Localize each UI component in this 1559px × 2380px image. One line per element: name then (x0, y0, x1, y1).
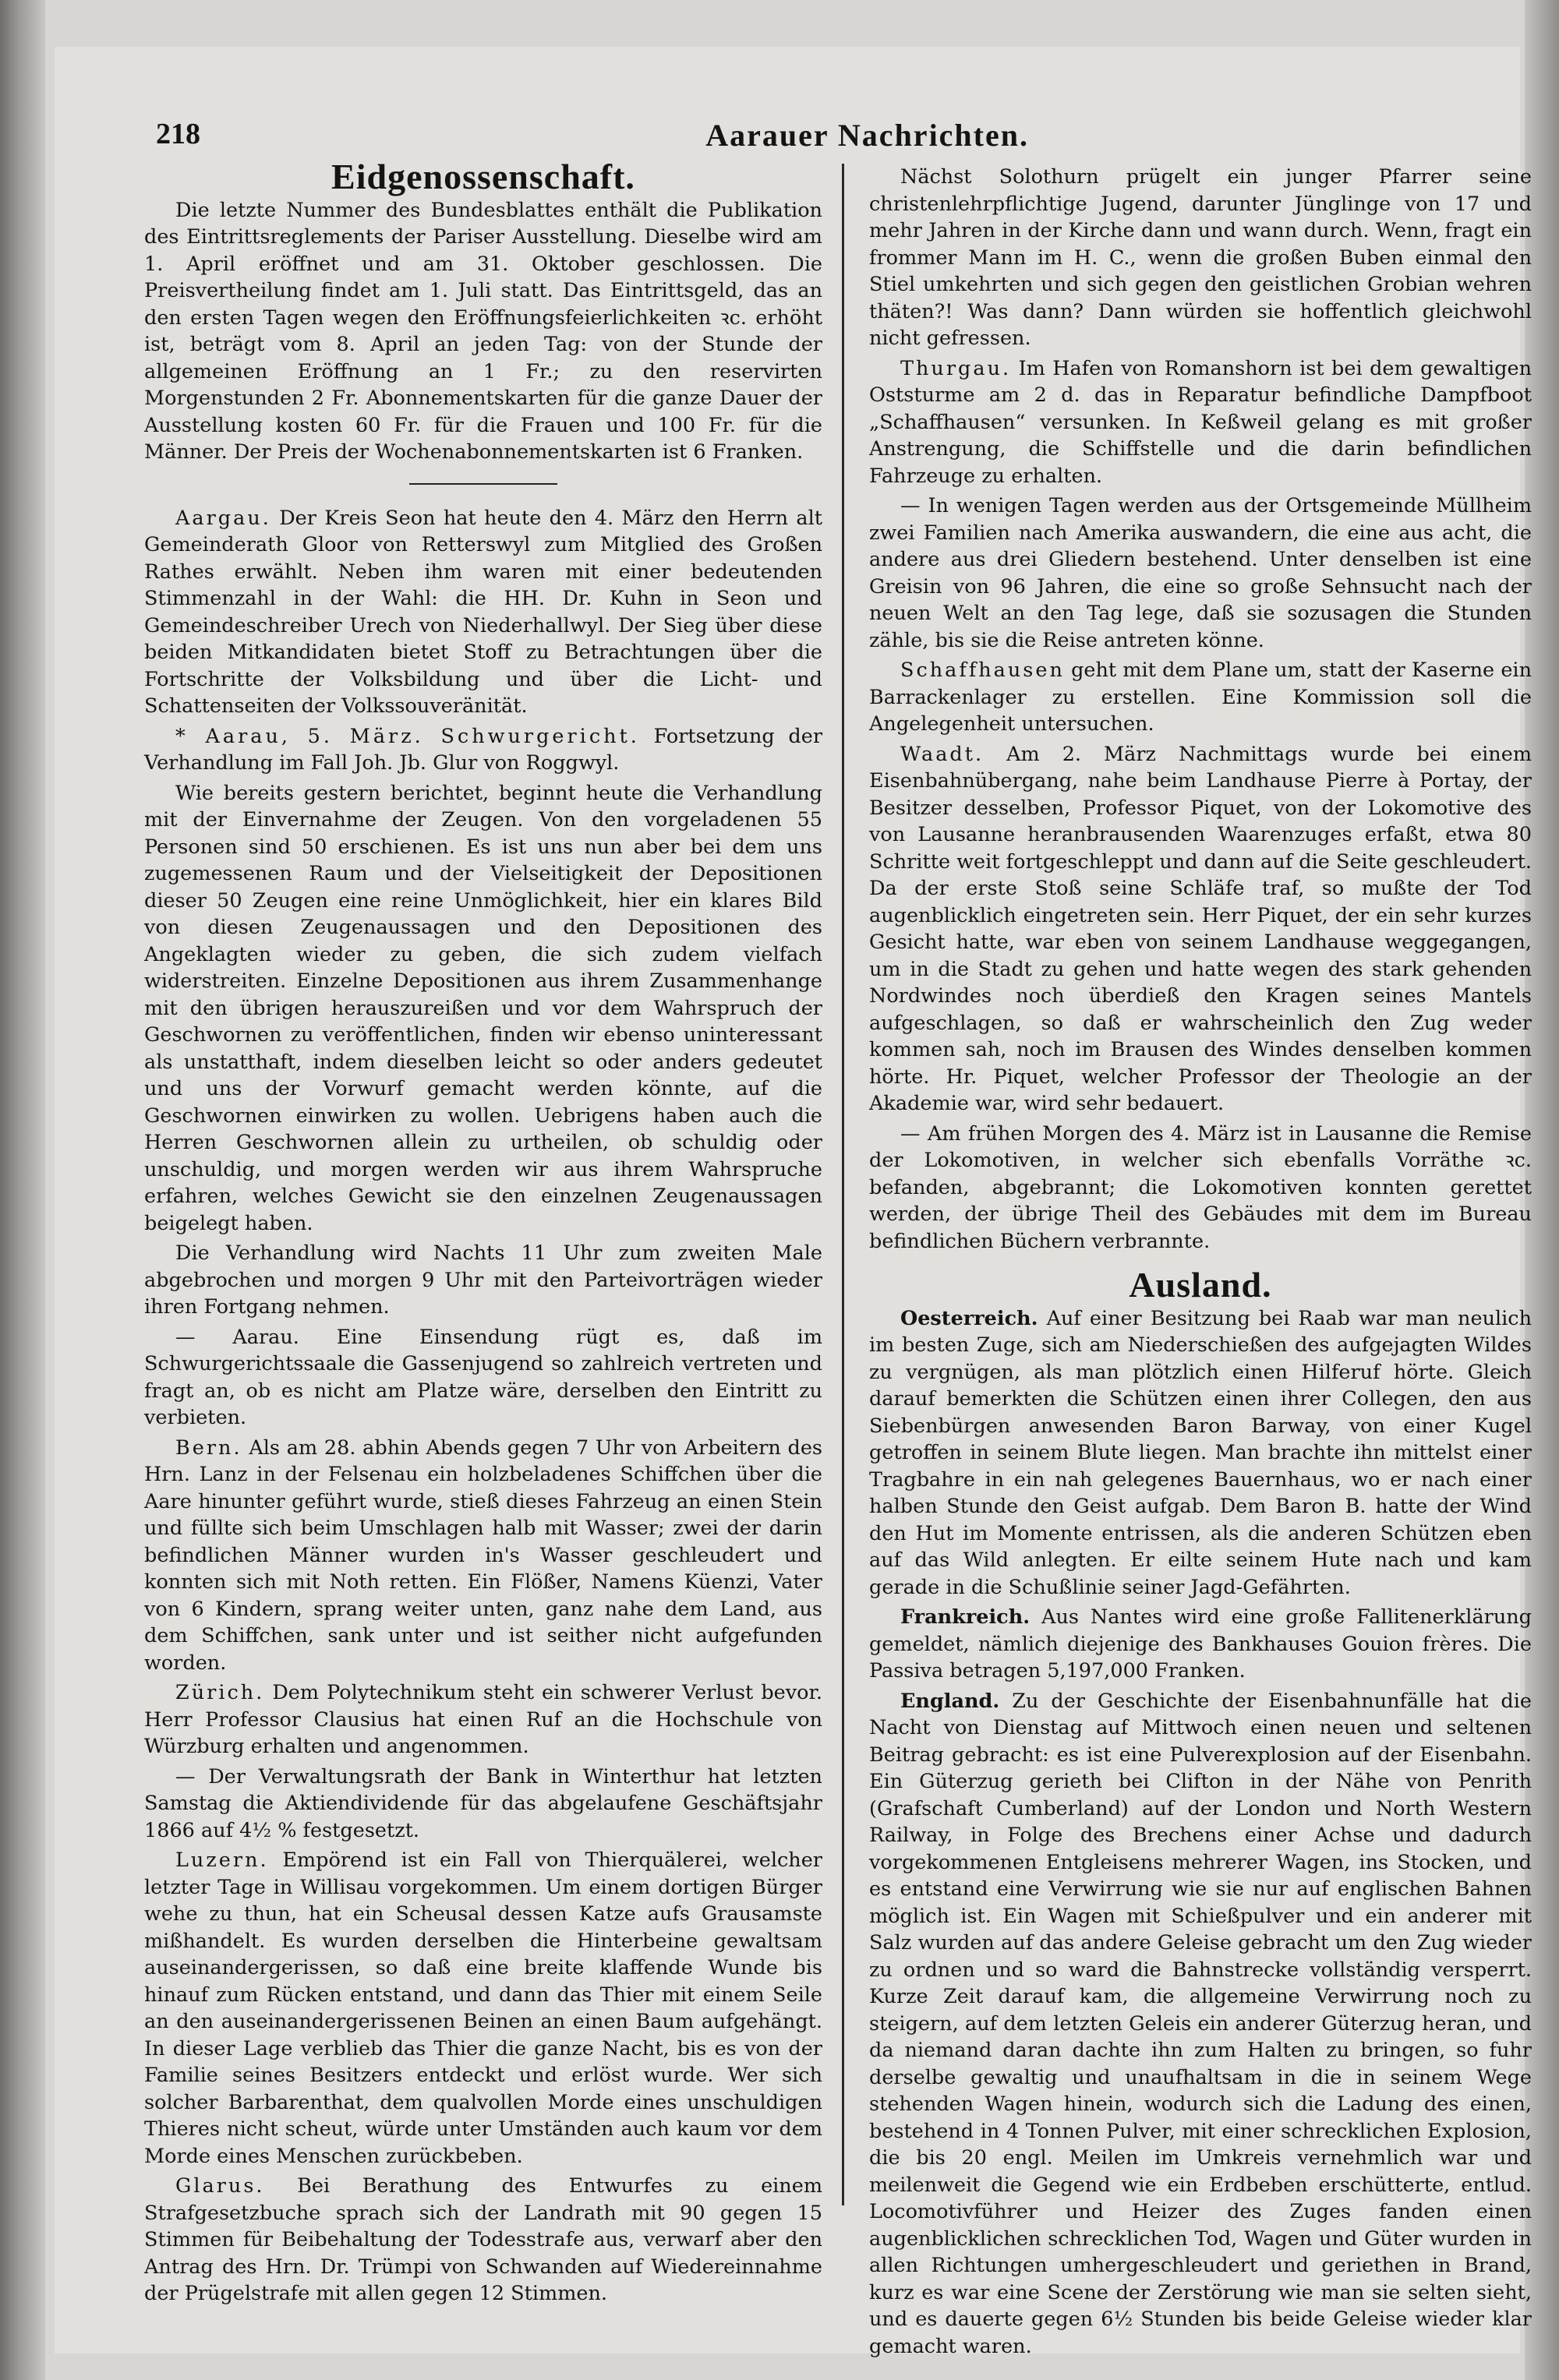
article-england (869, 1688, 1532, 2361)
article-paragraph: Die letzte Nummer des Bundesblattes enthält die Publikation des Eintrittsreglements der Pariser Ausstellung. Dieselbe wird am 1. April eröffnet und am 31. Oktober geschlossen. Die Preisvertheilung findet am 1. Juli statt. Das Eintrittsgeld, das an den ersten Tagen wegen den Eröffnungsfeierlichkeiten ꝛc. erhöht ist, beträgt vom 8. April an jeden Tag: von der Stunde der allgemeinen Eröffnung an 1 Fr.; zu den reservirten Morgenstunden 2 Fr. Abonnementskarten für die ganze Dauer der Ausstellung kosten 60 Fr. für die Frauen und 100 Fr. für die Männer. Der Preis der Wochenabonnementskarten ist 6 Franken. (144, 198, 822, 464)
country-name: Oesterreich. (900, 1306, 1038, 1330)
country-name: England. (900, 1689, 1000, 1713)
article-text: Am 2. März Nachmittags wurde bei einem Eisenbahnübergang, nahe beim Landhause Pierre à Portay, der Besitzer desselben, Professor Piquet, von der Lokomotive des von Lausanne heranbrausenden Waarenzuges erfaßt, etwa 80 Schritte weit fortgeschleppt und dann auf die Seite geschleudert. Da der erste Stoß seine Schläfe traf, so mußte der Tod augenblicklich eingetreten sein. Herr Piquet, der ein sehr kurzes Gesicht hatte, war eben von seinem Landhause weggegangen, um in die Stadt zu gehen und hatte wegen des stark gehenden Nordwindes noch überdieß den Kragen seines Mantels aufgeschlagen, so daß er wahrscheinlich den Zug weder kommen sah, noch im Brausen des Windes denselben kommen hörte. Hr. Piquet, welcher Professor der Theologie an der Akademie war, wird sehr bedauert. (869, 742, 1532, 1115)
right-column (869, 164, 1532, 2363)
article-text: Dem Polytechnikum steht ein schwerer Verlust bevor. Herr Professor Clausius hat einen Ruf an die Hochschule von Würzburg erhalten und angenommen. (144, 1681, 822, 1758)
article-glarus (144, 2173, 822, 2308)
article-luzern (144, 1847, 822, 2170)
place-name: Luzern. (175, 1849, 269, 1872)
article-bern (144, 1435, 822, 1677)
article-text: Zu der Geschichte der Eisenbahnunfälle hat die Nacht von Dienstag auf Mittwoch einen neuen und seltenen Beitrag gebracht: es ist eine Pulverexplosion auf der Eisenbahn. Ein Güterzug gerieth bei Clifton in der Nähe von Penrith (Grafschaft Cumberland) auf der London und North Western Railway, in Folge des Brechens einer Achse und dadurch vorgekommenen Entgleisens mehrerer Wagen, ins Stocken, und es entstand eine Verwirrung wie sie nur auf englischen Bahnen möglich ist. Ein Wagen mit Schießpulver und ein anderer mit Salz wurden auf das andere Geleise gebracht um den Zug wieder zu ordnen und so ward die Bahnstrecke vollständig versperrt. Kurze Zeit darauf kam, die allgemeine Verwirrung noch zu steigern, auf dem letzten Geleis ein anderer Güterzug heran, und da niemand daran dachte ihn zum Halten zu bringen, so fuhr derselbe gewaltig und unaufhaltsam in die in seinem Wege stehenden Wagen hinein, wodurch sich die Ladung des einen, bestehend in 4 Tonnen Pulver, mit einer schrecklichen Explosion, die bis 20 engl. Meilen im Umkreis vernehmlich war und meilenweit die Gegend wie ein Erdbeben erschütterte, entlud. Locomotivführer und Heizer des Zuges fanden einen augenblicklichen schrecklichen Tod, Wagen und Güter wurden in allen Richtungen umhergeschleudert und geriethen in Brand, kurz es war eine Scene der Zerstörung wie man sie selten sieht, und es dauerte gegen 6½ Stunden bis beide Geleise wieder klar gemacht waren. (869, 1689, 1532, 2358)
section-separator (409, 483, 557, 485)
article-text: geht mit dem Plane um, statt der Kaserne ein Barrackenlager zu erstellen. Eine Kommission soll die Angelegenheit untersuchen. (869, 659, 1532, 736)
place-name: Bern. (175, 1435, 242, 1460)
left-column (144, 157, 823, 2311)
place-name: Glarus. (175, 2174, 265, 2198)
article-paragraph: Nächst Solothurn prügelt ein junger Pfarrer seine christenlehrpflichtige Jugend, darunter Jünglinge von 17 und mehr Jahren in der Kirche dann und wann durch. Wenn, fragt ein frommer Mann im H. C., wenn die großen Buben einmal den Stiel umkehrten und sich gegen den geistlichen Grobian wehren thäten?! Was dann? Dann würden sie hoffentlich gleichwohl nicht gefressen. (869, 165, 1532, 350)
article-paragraph: Wie bereits gestern berichtet, beginnt heute die Verhandlung mit der Einvernahme der Zeugen. Von den vorgeladenen 55 Personen sind 50 erschienen. Es ist uns nun aber bei dem uns zugemessenen Raum und der Vielseitigkeit der Depositionen dieser 50 Zeugen eine reine Unmöglichkeit, hier ein klares Bild von diesen Zeugenaussagen und den Depositionen des Angeklagten wieder zu geben, die sich zudem vielfach widerstreiten. Einzelne Depositionen aus ihrem Zusammenhange mit den übrigen herauszureißen und vor dem Wahrspruch der Geschwornen zu veröffentlichen, finden wir ebenso uninteressant als unstatthaft, indem dieselben leicht so oder anders gedeutet und uns der Vorwurf gemacht werden könnte, auf die Geschwornen einwirken zu wollen. Uebrigens haben auch die Herren Geschwornen allein zu urtheilen, ob schuldig oder unschuldig, und morgen werden wir aus ihrem Wahrspruche erfahren, welches Gewicht sie den einzelnen Zeugenaussagen beigelegt haben. (144, 781, 822, 1235)
scan-left-edge (0, 0, 45, 2380)
place-name: Waadt. (900, 742, 985, 766)
article-text: Bei Berathung des Entwurfes zu einem Strafgesetzbuche sprach sich der Landrath mit 90 gegen 15 Stimmen für Beibehaltung der Todesstrafe aus, verwarf aber den Antrag des Hrn. Dr. Trümpi von Schwanden auf Wiedereinnahme der Prügelstrafe mit allen gegen 12 Stimmen. (144, 2174, 823, 2305)
article-text: Im Hafen von Romanshorn ist bei dem gewaltigen Oststurme am 2 d. das in Reparatur befindliche Dampfboot „Schaffhausen“ versunken. In Keßweil gelang es mit großer Anstrengung, die Schiffstelle und die darin befindlichen Fahrzeuge zu erhalten. (869, 356, 1532, 488)
article-lead: * Aarau, 5. März. Schwurgericht. (175, 724, 640, 748)
article-zuerich (144, 1679, 822, 1760)
article-paragraph: — Am frühen Morgen des 4. März ist in Lausanne die Remise der Lokomotiven, in welcher sich ebenfalls Vorräthe ꝛc. befanden, abgebrannt; die Lokomotiven konnten gerettet werden, der übrige Theil des Gebäudes mit dem im Bureau befindlichen Büchern verbrannte. (869, 1121, 1532, 1253)
article-schwurgericht (144, 723, 822, 777)
article-text: Fortsetzung der Verhandlung im Fall Joh. Jb. Glur von Roggwyl. (144, 724, 823, 775)
article-oesterreich (869, 1305, 1532, 1601)
column-divider (842, 164, 844, 2205)
place-name: Thurgau. (900, 356, 1012, 380)
article-text: Als am 28. abhin Abends gegen 7 Uhr von Arbeitern des Hrn. Lanz in der Felsenau ein holzbeladenes Schiffchen über die Aare hinunter geführt wurde, stieß dieses Fahrzeug an einen Stein und füllte sich beim Umschlagen halb mit Wasser; zwei der darin befindlichen Männer wurden in's Wasser geschleudert und konnten sich mit Noth retten. Ein Flößer, Namens Küenzi, Vater von 6 Kindern, sprang weiter unten, ganz nahe dem Land, aus dem Schiffchen, sank unter und ist seither nicht aufgefunden worden. (144, 1435, 823, 1675)
article-schaffhausen (869, 657, 1532, 738)
place-name: Schaffhausen (900, 659, 1065, 682)
article-aargau (144, 505, 822, 720)
article-text: Aus Nantes wird eine große Fallitenerklärung gemeldet, nämlich diejenige des Bankhauses Gouion frères. Die Passiva betragen 5,197,000 Franken. (869, 1605, 1532, 1683)
article-paragraph: Die Verhandlung wird Nachts 11 Uhr zum zweiten Male abgebrochen und morgen 9 Uhr mit den Parteivorträgen wieder ihren Fortgang nehmen. (144, 1241, 822, 1319)
article-frankreich (869, 1604, 1532, 1685)
page-number: 218 (156, 118, 200, 150)
article-text: Empörend ist ein Fall von Thierquälerei, welcher letzter Tage in Willisau vorgekommen. Um einem dortigen Bürger wehe zu thun, hat ein Scheusal dessen Katze aufs Grausamste mißhandelt. Es wurden derselben die Hinterbeine gewaltsam auseinandergerissen, so daß eine breite klaffende Wunde bis hinauf zum Rücken entstand, und dann das Thier mit einem Seile an den auseinandergerissenen Beinen an einen Baum aufgehängt. In dieser Lage verblieb das Thier die ganze Nacht, bis es von der Familie seines Besitzers entdeckt und erlöst wurde. Wer sich solcher Barbarenthat, dem qualvollen Morde eines unschuldigen Thieres nicht scheut, würde unter Umständen auch kaum vor dem Morde eines Menschen zurückbeben. (144, 1849, 822, 2168)
place-name: Zürich. (175, 1681, 265, 1704)
article-text: Der Kreis Seon hat heute den 4. März den Herrn alt Gemeinderath Gloor von Retterswyl zum Mitglied des Großen Rathes erwählt. Neben ihm waren mit einer bedeutenden Stimmenzahl in der Wahl: die HH. Dr. Kuhn in Seon und Gemeindeschreiber Urech von Niederhallwyl. Der Sieg über diese beiden Mitkandidaten bietet Stoff zu Betrachtungen über die Fortschritte der Volksbildung und über die Licht- und Schattenseiten der Volkssouveränität. (144, 506, 822, 718)
article-paragraph: — In wenigen Tagen werden aus der Ortsgemeinde Müllheim zwei Familien nach Amerika auswandern, die eine aus acht, die andere aus drei Gliedern bestehend. Unter denselben ist eine Greisin von 96 Jahren, die eine so große Sehnsucht nach der neuen Welt an den Tag lege, daß sie sozusagen die Stunden zähle, bis sie die Reise antreten könne. (869, 494, 1532, 652)
section-title-eidgenossenschaft: Eidgenossenschaft. (331, 157, 635, 196)
masthead: Aarauer Nachrichten. (705, 118, 1029, 153)
article-thurgau (869, 355, 1532, 490)
article-paragraph: — Aarau. Eine Einsendung rügt es, daß im Schwurgerichtssaale die Gassenjugend so zahlreich vertreten und fragt an, ob es nicht am Platze wäre, derselben den Eintritt zu verbieten. (144, 1325, 822, 1429)
country-name: Frankreich. (900, 1605, 1030, 1629)
article-paragraph: — Der Verwaltungsrath der Bank in Winterthur hat letzten Samstag die Aktiendividende für das abgelaufene Geschäftsjahr 1866 auf 4½ % festgesetzt. (144, 1764, 822, 1842)
article-text: Auf einer Besitzung bei Raab war man neulich im besten Zuge, sich am Niederschießen des aufgejagten Wildes zu vergnügen, als man plötzlich einen Hilferuf hörte. Gleich darauf bemerkten die Schützen einen ihrer Collegen, den aus Siebenbürgen anwesenden Baron Barway, von einer Kugel getroffen in seinem Blute liegen. Man brachte ihn mittelst einer Tragbahre in ein nah gelegenes Bauernhaus, wo er nach einer halben Stunde den Geist aufgab. Dem Baron B. hatte der Wind den Hut im Momente entrissen, als die anderen Schützen eben auf das Wild anlegten. Er eilte seinem Hute nach und kam gerade in die Schußlinie seiner Jagd-Gefährten. (869, 1306, 1532, 1599)
section-title-ausland: Ausland. (1129, 1265, 1272, 1305)
article-waadt (869, 741, 1532, 1118)
place-name: Aargau. (175, 506, 271, 530)
